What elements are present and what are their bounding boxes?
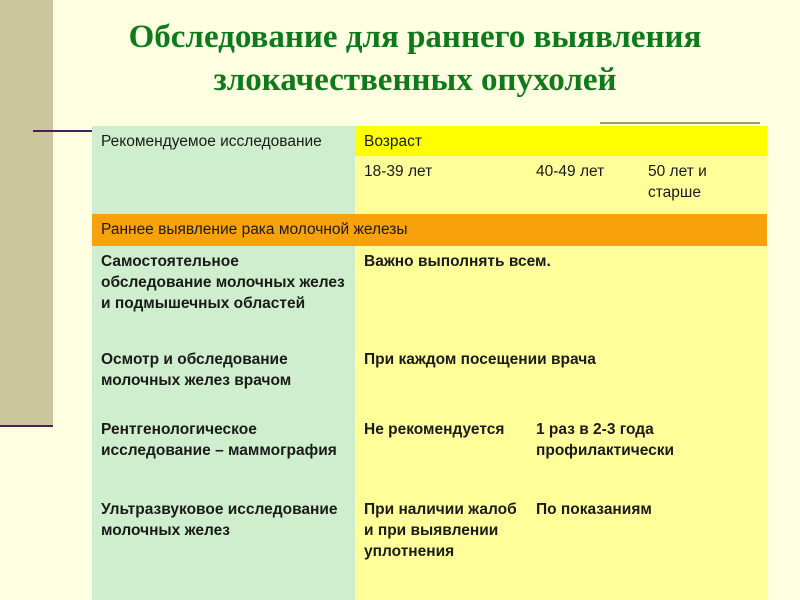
row-ultrasound-40-plus: По показаниям (527, 494, 767, 600)
exam-doctor-examination: Осмотр и обследование молочных желез врачом (92, 344, 355, 414)
decorative-rule-top (33, 130, 95, 132)
slide-title-line-2: злокачественных опухолей (213, 62, 617, 98)
decorative-rule-bottom (0, 425, 53, 427)
header-recommended-exam: Рекомендуемое исследование (92, 126, 355, 214)
age-group-50-plus: 50 лет и старше (639, 156, 767, 214)
decorative-rule-right (600, 122, 760, 124)
exam-self-examination: Самостоятельное обследование молочных желез и подмышечных областей (92, 246, 355, 344)
row-mammography-40-plus: 1 раз в 2-3 года профилактически (527, 414, 767, 494)
age-group-40-49: 40-49 лет (527, 156, 639, 214)
exam-ultrasound: Ультразвуковое исследование молочных желез (92, 494, 355, 600)
slide-title-line-1: Обследование для раннего выявления (128, 19, 702, 55)
age-group-18-39: 18-39 лет (355, 156, 527, 214)
row-ultrasound-18-39: При наличии жалоб и при выявлении уплотнения (355, 494, 527, 600)
row-self-examination-value: Важно выполнять всем. (355, 246, 767, 344)
slide-title (60, 16, 770, 102)
left-decorative-bar (0, 0, 53, 425)
header-age: Возраст (355, 126, 767, 156)
row-mammography-18-39: Не рекомендуется (355, 414, 527, 494)
screening-table (92, 126, 767, 600)
row-doctor-examination-value: При каждом посещении врача (355, 344, 767, 414)
section-title: Раннее выявление рака молочной железы (92, 214, 767, 246)
exam-mammography: Рентгенологическое исследование – маммография (92, 414, 355, 494)
